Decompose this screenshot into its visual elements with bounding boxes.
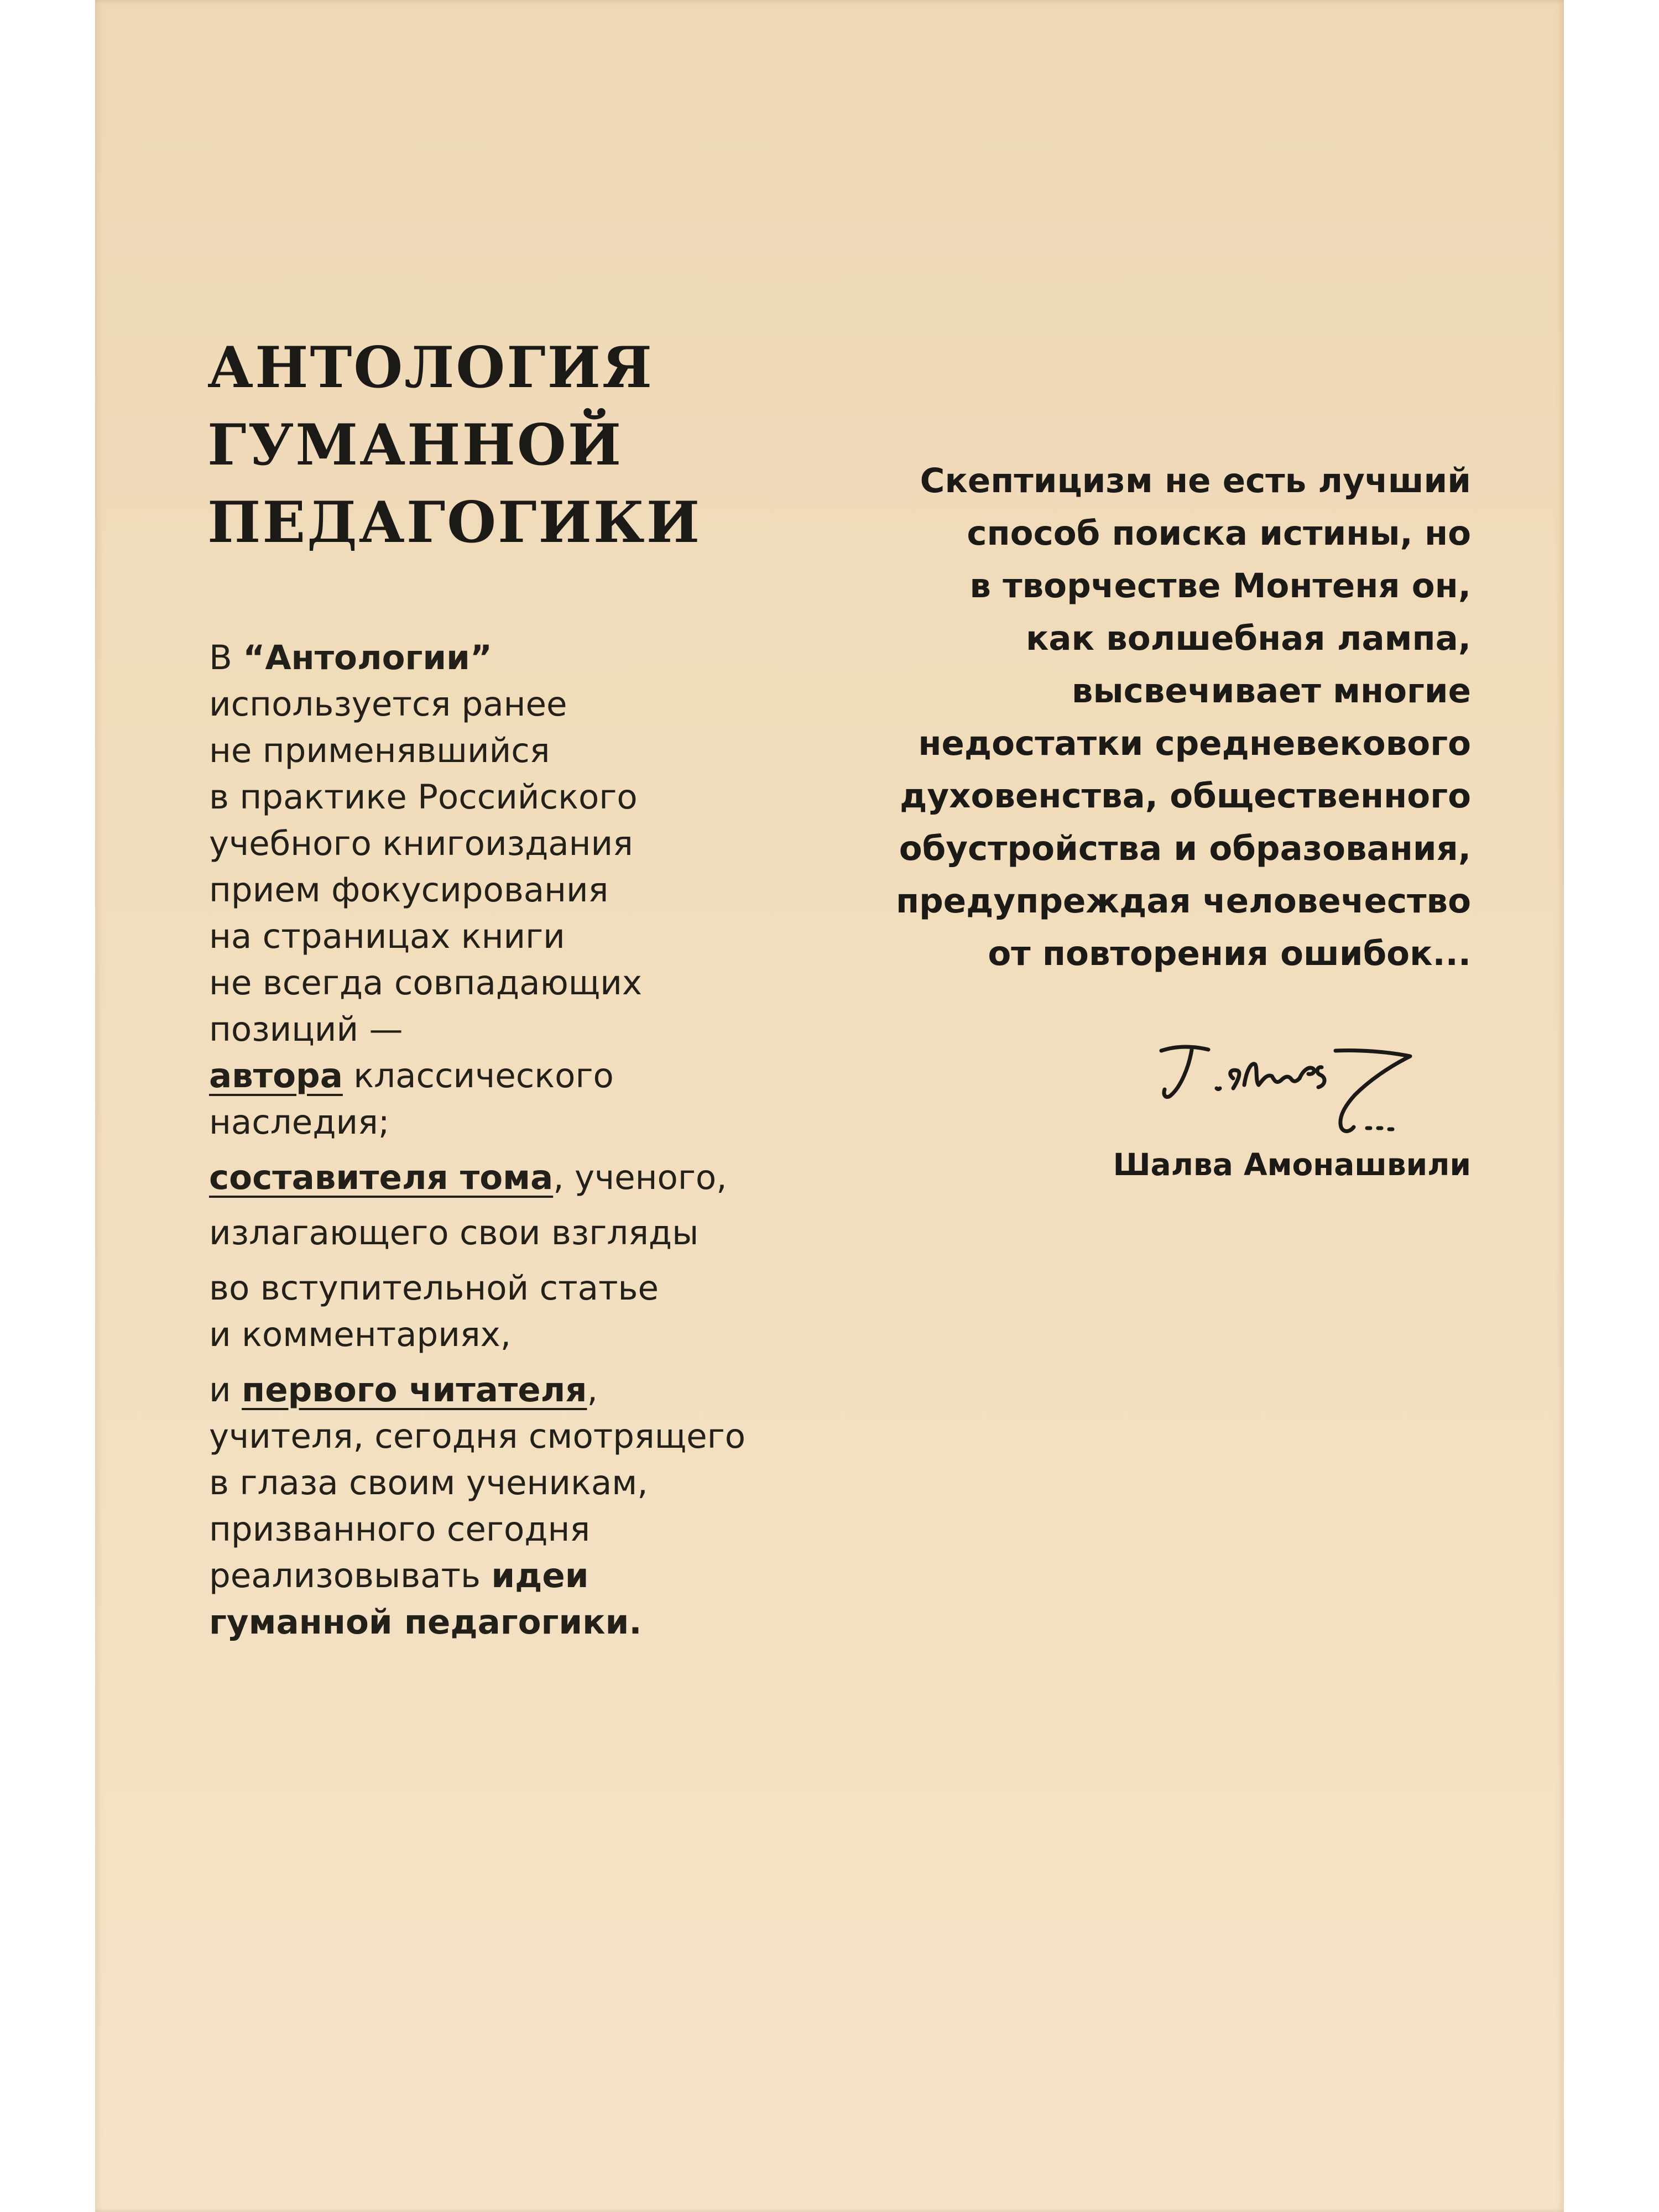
- quote-line: способ поиска истины, но: [967, 514, 1471, 553]
- bold-text: идеи: [491, 1556, 589, 1595]
- quote-line: в творчестве Монтеня он,: [969, 566, 1471, 606]
- text-run: классического: [342, 1056, 614, 1095]
- description-line: в глаза своим ученикам,: [209, 1463, 648, 1503]
- text-run: В: [209, 638, 243, 677]
- description-line: призванного сегодня: [209, 1510, 591, 1549]
- title-line: ГУМАННОЙ: [207, 412, 623, 478]
- text-run: , ученого,: [553, 1158, 727, 1197]
- quote: [752, 455, 1471, 980]
- description-line: в практике Российского: [209, 778, 638, 817]
- description-line: [209, 1367, 817, 1413]
- description-line: наследия;: [209, 1103, 390, 1142]
- description-line: учебного книгоиздания: [209, 824, 633, 863]
- description-line: учителя, сегодня смотрящего: [209, 1417, 746, 1456]
- description-line: используется ранее: [209, 685, 567, 724]
- description-line: и комментариях,: [209, 1315, 512, 1354]
- quote-line: от повторения ошибок...: [988, 934, 1471, 973]
- quote-line: как волшебная лампа,: [1025, 619, 1471, 658]
- description-line: [209, 1155, 817, 1201]
- description-line: [209, 635, 817, 681]
- description-line: излагающего свои взгляды: [209, 1213, 699, 1253]
- text-run: и: [209, 1370, 242, 1410]
- description-line: не всегда совпадающих: [209, 963, 642, 1003]
- quote-line: недостатки средневекового: [918, 724, 1471, 763]
- underlined-text: составителя тома: [209, 1158, 554, 1197]
- description-line: не применявшийся: [209, 731, 550, 770]
- description-line: [209, 1053, 817, 1099]
- book-title: [207, 329, 701, 561]
- quote-line: высвечивает многие: [1071, 671, 1471, 711]
- quote-line: Скептицизм не есть лучший: [920, 461, 1471, 500]
- underlined-text: автора: [209, 1056, 343, 1095]
- description-line: [209, 1553, 817, 1599]
- description-line: прием фокусирования: [209, 870, 609, 910]
- quote-line: предупреждая человечество: [895, 881, 1471, 921]
- title-line: АНТОЛОГИЯ: [207, 335, 654, 401]
- description-line: гуманной педагогики.: [209, 1603, 642, 1642]
- description-line: позиций —: [209, 1010, 403, 1049]
- underlined-text: первого читателя: [242, 1370, 587, 1410]
- signature-image: [1150, 1034, 1482, 1145]
- bold-text: “Антологии”: [243, 638, 492, 677]
- text-run: ,: [587, 1370, 598, 1410]
- quote-author: Шалва Амонашвили: [1113, 1147, 1471, 1182]
- description-text: [209, 635, 817, 1646]
- quote-line: духовенства, общественного: [900, 776, 1471, 816]
- description-line: во вступительной статье: [209, 1269, 659, 1308]
- description-line: на страницах книги: [209, 917, 565, 956]
- text-run: реализовывать: [209, 1556, 492, 1595]
- quote-line: обустройства и образования,: [899, 829, 1471, 868]
- title-line: ПЕДАГОГИКИ: [207, 489, 702, 556]
